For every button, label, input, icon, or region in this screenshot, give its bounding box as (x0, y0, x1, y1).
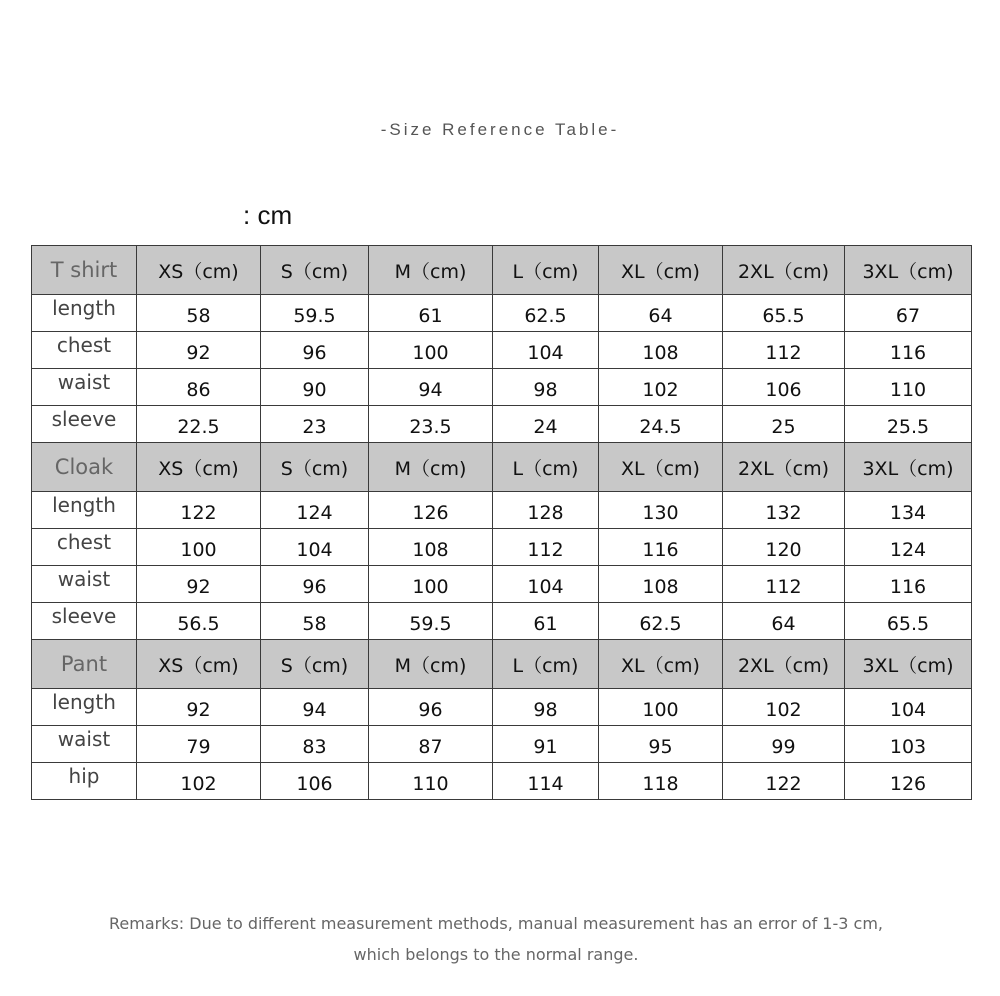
section-name: Cloak (32, 443, 137, 492)
remarks-line-2: which belongs to the normal range. (353, 945, 639, 964)
measurement-value: 94 (369, 369, 493, 406)
table-body (32, 246, 972, 800)
size-header-cell: 3XL（cm) (845, 640, 972, 689)
measurement-value: 106 (723, 369, 845, 406)
size-header-cell: L（cm) (493, 443, 599, 492)
size-reference-table (31, 245, 972, 800)
measurement-value: 122 (723, 763, 845, 800)
measurement-value: 79 (137, 726, 261, 763)
size-header-cell: M（cm) (369, 640, 493, 689)
measurement-value: 25.5 (845, 406, 972, 443)
measurement-value: 96 (261, 566, 369, 603)
measurement-value: 86 (137, 369, 261, 406)
measurement-value: 98 (493, 689, 599, 726)
remarks (0, 908, 992, 970)
measurement-label: sleeve (32, 603, 137, 640)
size-header-cell: S（cm) (261, 640, 369, 689)
measurement-value: 128 (493, 492, 599, 529)
section-name: Pant (32, 640, 137, 689)
measurement-value: 124 (845, 529, 972, 566)
table-row (32, 369, 972, 406)
measurement-label: length (32, 295, 137, 332)
table-row (32, 492, 972, 529)
measurement-value: 116 (845, 332, 972, 369)
measurement-value: 108 (369, 529, 493, 566)
measurement-value: 95 (599, 726, 723, 763)
measurement-value: 104 (845, 689, 972, 726)
section-name: T shirt (32, 246, 137, 295)
measurement-value: 110 (369, 763, 493, 800)
table-row (32, 689, 972, 726)
measurement-value: 102 (723, 689, 845, 726)
size-header-cell: S（cm) (261, 246, 369, 295)
measurement-value: 62.5 (493, 295, 599, 332)
measurement-value: 122 (137, 492, 261, 529)
measurement-label: waist (32, 726, 137, 763)
measurement-value: 23.5 (369, 406, 493, 443)
measurement-value: 25 (723, 406, 845, 443)
measurement-value: 116 (845, 566, 972, 603)
measurement-value: 98 (493, 369, 599, 406)
measurement-label: sleeve (32, 406, 137, 443)
size-header-cell: XS（cm) (137, 246, 261, 295)
measurement-value: 59.5 (369, 603, 493, 640)
measurement-value: 120 (723, 529, 845, 566)
size-header-cell: XL（cm) (599, 246, 723, 295)
measurement-value: 87 (369, 726, 493, 763)
size-header-cell: M（cm) (369, 246, 493, 295)
measurement-value: 108 (599, 332, 723, 369)
measurement-label: waist (32, 369, 137, 406)
measurement-value: 124 (261, 492, 369, 529)
measurement-value: 118 (599, 763, 723, 800)
measurement-value: 92 (137, 332, 261, 369)
measurement-value: 22.5 (137, 406, 261, 443)
size-header-cell: XL（cm) (599, 443, 723, 492)
measurement-value: 90 (261, 369, 369, 406)
table-row (32, 763, 972, 800)
measurement-value: 56.5 (137, 603, 261, 640)
measurement-value: 134 (845, 492, 972, 529)
measurement-value: 94 (261, 689, 369, 726)
measurement-value: 104 (261, 529, 369, 566)
unit-label: : cm (243, 200, 293, 230)
measurement-value: 102 (599, 369, 723, 406)
measurement-value: 65.5 (845, 603, 972, 640)
size-header-cell: S（cm) (261, 443, 369, 492)
measurement-value: 112 (723, 332, 845, 369)
measurement-value: 116 (599, 529, 723, 566)
measurement-value: 67 (845, 295, 972, 332)
measurement-value: 65.5 (723, 295, 845, 332)
table-row (32, 603, 972, 640)
measurement-value: 58 (137, 295, 261, 332)
measurement-value: 100 (369, 332, 493, 369)
measurement-value: 58 (261, 603, 369, 640)
measurement-label: length (32, 689, 137, 726)
measurement-value: 104 (493, 566, 599, 603)
measurement-value: 108 (599, 566, 723, 603)
section-header-row (32, 443, 972, 492)
measurement-value: 126 (845, 763, 972, 800)
size-header-cell: 2XL（cm) (723, 640, 845, 689)
measurement-value: 102 (137, 763, 261, 800)
measurement-value: 103 (845, 726, 972, 763)
remarks-line-1: Remarks: Due to different measurement methods, manual measurement has an error of 1-3 cm, (108, 914, 883, 933)
measurement-value: 96 (261, 332, 369, 369)
measurement-value: 114 (493, 763, 599, 800)
size-header-cell: M（cm) (369, 443, 493, 492)
measurement-label: waist (32, 566, 137, 603)
measurement-value: 110 (845, 369, 972, 406)
measurement-value: 130 (599, 492, 723, 529)
size-header-cell: L（cm) (493, 246, 599, 295)
table-row (32, 566, 972, 603)
measurement-value: 132 (723, 492, 845, 529)
size-header-cell: XL（cm) (599, 640, 723, 689)
measurement-value: 112 (493, 529, 599, 566)
measurement-value: 92 (137, 566, 261, 603)
measurement-value: 59.5 (261, 295, 369, 332)
measurement-label: chest (32, 332, 137, 369)
measurement-value: 112 (723, 566, 845, 603)
measurement-value: 24 (493, 406, 599, 443)
section-header-row (32, 640, 972, 689)
measurement-value: 64 (723, 603, 845, 640)
size-header-cell: 3XL（cm) (845, 246, 972, 295)
measurement-value: 64 (599, 295, 723, 332)
measurement-label: length (32, 492, 137, 529)
size-header-cell: L（cm) (493, 640, 599, 689)
measurement-value: 61 (369, 295, 493, 332)
measurement-value: 100 (599, 689, 723, 726)
measurement-value: 106 (261, 763, 369, 800)
measurement-value: 24.5 (599, 406, 723, 443)
section-header-row (32, 246, 972, 295)
measurement-value: 62.5 (599, 603, 723, 640)
measurement-value: 91 (493, 726, 599, 763)
table-row (32, 332, 972, 369)
page-title: -Size Reference Table- (380, 120, 620, 139)
size-header-cell: 2XL（cm) (723, 443, 845, 492)
table-row (32, 295, 972, 332)
measurement-value: 92 (137, 689, 261, 726)
measurement-value: 104 (493, 332, 599, 369)
size-header-cell: 2XL（cm) (723, 246, 845, 295)
size-header-cell: 3XL（cm) (845, 443, 972, 492)
measurement-value: 100 (369, 566, 493, 603)
table-row (32, 529, 972, 566)
measurement-value: 96 (369, 689, 493, 726)
size-header-cell: XS（cm) (137, 443, 261, 492)
measurement-value: 23 (261, 406, 369, 443)
measurement-label: hip (32, 763, 137, 800)
measurement-value: 61 (493, 603, 599, 640)
measurement-value: 83 (261, 726, 369, 763)
measurement-value: 99 (723, 726, 845, 763)
size-header-cell: XS（cm) (137, 640, 261, 689)
table-row (32, 726, 972, 763)
measurement-value: 100 (137, 529, 261, 566)
measurement-value: 126 (369, 492, 493, 529)
measurement-label: chest (32, 529, 137, 566)
table-row (32, 406, 972, 443)
